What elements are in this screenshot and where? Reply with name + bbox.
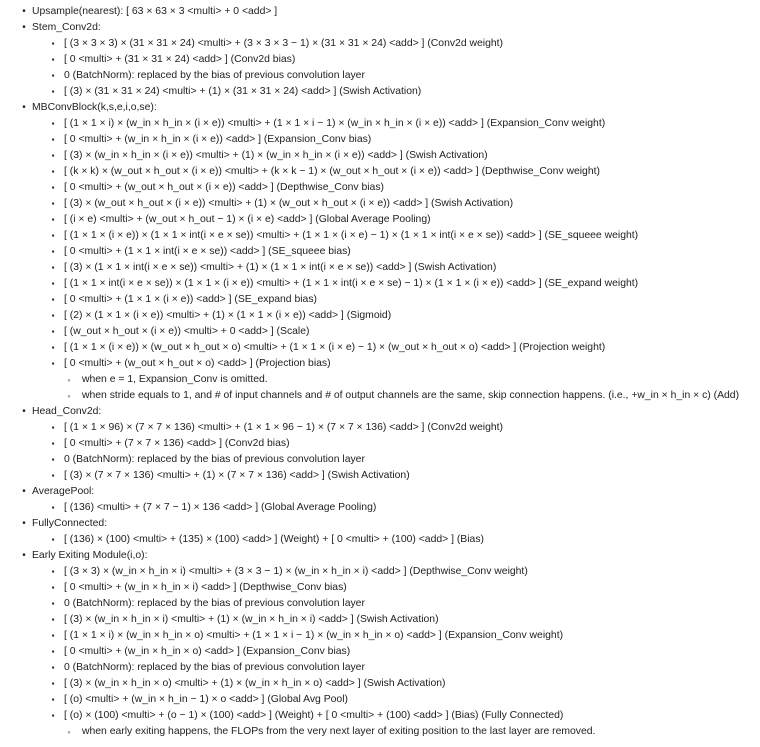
bullet-square-icon: ▪ <box>51 631 55 640</box>
bullet-square-icon: ▪ <box>51 71 55 80</box>
bullet-square-icon: ▪ <box>51 151 55 160</box>
item-text: Head_Conv2d: <box>32 406 102 417</box>
item-text: [ 0 <multi> + (w_out × h_out × o) <add> ] (Projection bias) <box>64 358 331 369</box>
section-heading-item <box>0 516 760 532</box>
item-text: 0 (BatchNorm): replaced by the bias of previous convolution layer <box>64 454 365 465</box>
bullet-square-icon: ▪ <box>51 359 55 368</box>
item-text: MBConvBlock(k,s,e,i,o,se): <box>32 102 157 113</box>
formula-item <box>0 676 760 692</box>
formula-item <box>0 212 760 228</box>
item-text: [ 0 <multi> + (w_in × h_in × (i × e)) <add> ] (Expansion_Conv bias) <box>64 134 372 145</box>
formula-item <box>0 324 760 340</box>
bullet-square-icon: ▪ <box>51 679 55 688</box>
formula-item <box>0 276 760 292</box>
formula-item <box>0 628 760 644</box>
bullet-square-icon: ▪ <box>51 439 55 448</box>
bullet-square-icon: ▪ <box>51 135 55 144</box>
item-text: [ (1 × 1 × (i × e)) × (1 × 1 × int(i × e × se)) <multi> + (1 × 1 × (i × e) − 1) × (1 × 1 × int(i × e × se)) <add> ] (SE_squeee weight) <box>64 230 639 241</box>
flops-formula-list <box>0 4 760 740</box>
bullet-dot-icon: • <box>22 486 26 497</box>
item-text: [ (1 × 1 × 96) × (7 × 7 × 136) <multi> + (1 × 1 × 96 − 1) × (7 × 7 × 136) <add> ] (Conv2d weight) <box>64 422 503 433</box>
item-text: [ (o) <multi> + (w_in × h_in − 1) × o <add> ] (Global Avg Pool) <box>64 694 348 705</box>
section-heading-item <box>0 548 760 564</box>
formula-item <box>0 84 760 100</box>
bullet-square-icon: ▪ <box>51 503 55 512</box>
bullet-square-icon: ▪ <box>51 119 55 128</box>
item-text: 0 (BatchNorm): replaced by the bias of previous convolution layer <box>64 662 365 673</box>
bullet-dot-icon: • <box>22 550 26 561</box>
item-text: [ (3) × (w_in × h_in × o) <multi> + (1) × (w_in × h_in × o) <add> ] (Swish Activation) <box>64 678 446 689</box>
item-text: [ 0 <multi> + (w_out × h_out × (i × e)) <add> ] (Depthwise_Conv bias) <box>64 182 384 193</box>
item-text: [ (1 × 1 × i) × (w_in × h_in × (i × e)) <multi> + (1 × 1 × i − 1) × (w_in × h_in × (i × e)) <add> ] (Expansion_Conv weight) <box>64 118 606 129</box>
item-text: [ 0 <multi> + (1 × 1 × int(i × e × se)) <add> ] (SE_squeee bias) <box>64 246 351 257</box>
item-text: [ (3) × (w_in × h_in × i) <multi> + (1) × (w_in × h_in × i) <add> ] (Swish Activation) <box>64 614 439 625</box>
formula-item <box>0 452 760 468</box>
formula-item <box>0 612 760 628</box>
bullet-square-icon: ▪ <box>51 199 55 208</box>
bullet-square-icon: ▪ <box>51 599 55 608</box>
item-text: [ 0 <multi> + (7 × 7 × 136) <add> ] (Conv2d bias) <box>64 438 290 449</box>
item-text: when stride equals to 1, and # of input channels and # of output channels are the same, skip connection happens. (i.e., +w_in × h_in × c) (Add) <box>82 390 740 401</box>
formula-item <box>0 180 760 196</box>
item-text: [ (1 × 1 × i) × (w_in × h_in × o) <multi> + (1 × 1 × i − 1) × (w_in × h_in × o) <add> ] (Expansion_Conv weight) <box>64 630 564 641</box>
bullet-dot-icon: • <box>22 22 26 33</box>
section-heading-item <box>0 404 760 420</box>
item-text: 0 (BatchNorm): replaced by the bias of previous convolution layer <box>64 70 365 81</box>
item-text: Stem_Conv2d: <box>32 22 101 33</box>
bullet-square-icon: ▪ <box>51 39 55 48</box>
item-text: [ (2) × (1 × 1 × (i × e)) <multi> + (1) × (1 × 1 × (i × e)) <add> ] (Sigmoid) <box>64 310 392 321</box>
bullet-square-icon: ▪ <box>51 647 55 656</box>
item-text: when early exiting happens, the FLOPs from the very next layer of exiting position to the last layer are removed. <box>82 726 596 737</box>
formula-item <box>0 420 760 436</box>
bullet-circle-icon: ◦ <box>67 391 71 401</box>
item-text: [ (o) × (100) <multi> + (o − 1) × (100) <add> ] (Weight) + [ 0 <multi> + (100) <add> ] (Bias) (Fully Connected) <box>64 710 564 721</box>
bullet-square-icon: ▪ <box>51 247 55 256</box>
formula-item <box>0 500 760 516</box>
formula-item <box>0 532 760 548</box>
bullet-square-icon: ▪ <box>51 711 55 720</box>
bullet-square-icon: ▪ <box>51 695 55 704</box>
formula-item <box>0 660 760 676</box>
item-text: [ (k × k) × (w_out × h_out × (i × e)) <multi> + (k × k − 1) × (w_out × h_out × (i × e)) <add> ] (Depthwise_Conv weight) <box>64 166 600 177</box>
item-text: [ (i × e) <multi> + (w_out × h_out − 1) × (i × e) <add> ] (Global Average Pooling) <box>64 214 431 225</box>
bullet-square-icon: ▪ <box>51 231 55 240</box>
item-text: FullyConnected: <box>32 518 108 529</box>
formula-item <box>0 596 760 612</box>
bullet-square-icon: ▪ <box>51 87 55 96</box>
item-text: [ (1 × 1 × int(i × e × se)) × (1 × 1 × (i × e)) <multi> + (1 × 1 × int(i × e × se) − 1) × (1 × 1 × (i × e)) <add> ] (SE_expand weight) <box>64 278 639 289</box>
formula-item <box>0 244 760 260</box>
section-heading-item <box>0 100 760 116</box>
item-text: [ (1 × 1 × (i × e)) × (w_out × h_out × o) <multi> + (1 × 1 × (i × e) − 1) × (w_out × h_out × o) <add> ] (Projection weight) <box>64 342 606 353</box>
formula-item <box>0 356 760 372</box>
item-text: [ (3) × (w_out × h_out × (i × e)) <multi> + (1) × (w_out × h_out × (i × e)) <add> ] (Swish Activation) <box>64 198 514 209</box>
section-heading-item <box>0 20 760 36</box>
bullet-dot-icon: • <box>22 518 26 529</box>
bullet-square-icon: ▪ <box>51 567 55 576</box>
item-text: [ (3) × (w_in × h_in × (i × e)) <multi> + (1) × (w_in × h_in × (i × e)) <add> ] (Swish Activation) <box>64 150 488 161</box>
item-text: 0 (BatchNorm): replaced by the bias of previous convolution layer <box>64 598 365 609</box>
bullet-square-icon: ▪ <box>51 215 55 224</box>
item-text: Upsample(nearest): [ 63 × 63 × 3 <multi> + 0 <add> ] <box>32 6 278 17</box>
formula-item <box>0 52 760 68</box>
item-text: Early Exiting Module(i,o): <box>32 550 148 561</box>
formula-item <box>0 308 760 324</box>
item-text: [ (3) × (7 × 7 × 136) <multi> + (1) × (7 × 7 × 136) <add> ] (Swish Activation) <box>64 470 410 481</box>
note-item <box>0 724 760 740</box>
bullet-square-icon: ▪ <box>51 311 55 320</box>
formula-item <box>0 164 760 180</box>
bullet-square-icon: ▪ <box>51 183 55 192</box>
item-text: [ 0 <multi> + (31 × 31 × 24) <add> ] (Conv2d bias) <box>64 54 296 65</box>
note-item <box>0 388 760 404</box>
bullet-square-icon: ▪ <box>51 55 55 64</box>
item-text: [ 0 <multi> + (1 × 1 × (i × e)) <add> ] (SE_expand bias) <box>64 294 317 305</box>
formula-item <box>0 708 760 724</box>
item-text: [ (136) <multi> + (7 × 7 − 1) × 136 <add> ] (Global Average Pooling) <box>64 502 377 513</box>
bullet-circle-icon: ◦ <box>67 375 71 385</box>
item-text: [ (136) × (100) <multi> + (135) × (100) <add> ] (Weight) + [ 0 <multi> + (100) <add> ] (Bias) <box>64 534 484 545</box>
bullet-circle-icon: ◦ <box>67 727 71 737</box>
formula-item <box>0 436 760 452</box>
item-text: when e = 1, Expansion_Conv is omitted. <box>82 374 268 385</box>
bullet-square-icon: ▪ <box>51 423 55 432</box>
bullet-dot-icon: • <box>22 6 26 17</box>
item-text: [ (3 × 3 × 3) × (31 × 31 × 24) <multi> + (3 × 3 × 3 − 1) × (31 × 31 × 24) <add> ] (Conv2d weight) <box>64 38 503 49</box>
formula-item <box>0 36 760 52</box>
item-text: [ (w_out × h_out × (i × e)) <multi> + 0 <add> ] (Scale) <box>64 326 310 337</box>
formula-item <box>0 292 760 308</box>
formula-item <box>0 132 760 148</box>
item-text: [ (3 × 3) × (w_in × h_in × i) <multi> + (3 × 3 − 1) × (w_in × h_in × i) <add> ] (Depthwise_Conv weight) <box>64 566 528 577</box>
bullet-square-icon: ▪ <box>51 279 55 288</box>
item-text: [ (3) × (31 × 31 × 24) <multi> + (1) × (31 × 31 × 24) <add> ] (Swish Activation) <box>64 86 422 97</box>
bullet-square-icon: ▪ <box>51 583 55 592</box>
formula-item <box>0 692 760 708</box>
item-text: [ (3) × (1 × 1 × int(i × e × se)) <multi> + (1) × (1 × 1 × int(i × e × se)) <add> ] (Swish Activation) <box>64 262 497 273</box>
bullet-square-icon: ▪ <box>51 535 55 544</box>
bullet-square-icon: ▪ <box>51 167 55 176</box>
formula-item <box>0 196 760 212</box>
item-text: [ 0 <multi> + (w_in × h_in × i) <add> ] (Depthwise_Conv bias) <box>64 582 347 593</box>
bullet-square-icon: ▪ <box>51 471 55 480</box>
item-text: AveragePool: <box>32 486 95 497</box>
bullet-square-icon: ▪ <box>51 615 55 624</box>
note-item <box>0 372 760 388</box>
bullet-dot-icon: • <box>22 102 26 113</box>
formula-item <box>0 580 760 596</box>
formula-item <box>0 116 760 132</box>
formula-item <box>0 68 760 84</box>
bullet-square-icon: ▪ <box>51 327 55 336</box>
bullet-dot-icon: • <box>22 406 26 417</box>
formula-item <box>0 340 760 356</box>
formula-item <box>0 564 760 580</box>
formula-item <box>0 228 760 244</box>
item-text: [ 0 <multi> + (w_in × h_in × o) <add> ] (Expansion_Conv bias) <box>64 646 351 657</box>
formula-item <box>0 260 760 276</box>
formula-item <box>0 644 760 660</box>
bullet-square-icon: ▪ <box>51 295 55 304</box>
formula-item <box>0 468 760 484</box>
bullet-square-icon: ▪ <box>51 663 55 672</box>
bullet-square-icon: ▪ <box>51 263 55 272</box>
section-heading-item <box>0 484 760 500</box>
bullet-square-icon: ▪ <box>51 343 55 352</box>
bullet-square-icon: ▪ <box>51 455 55 464</box>
section-heading-item <box>0 4 760 20</box>
formula-item <box>0 148 760 164</box>
